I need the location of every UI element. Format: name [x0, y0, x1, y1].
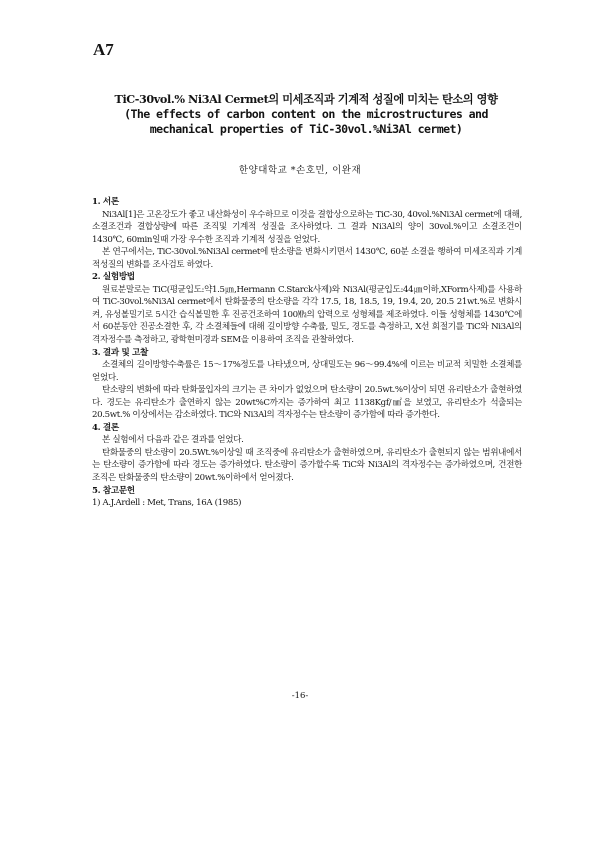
- paragraph: 소결체의 길이방향수축률은 15～17%정도를 나타냈으며, 상대밀도는 96～99.4%에 이르는 비교적 치밀한 소결체를 얻었다.: [92, 360, 522, 383]
- section-heading-results: 3. 결과 및 고찰: [92, 347, 148, 358]
- page-number: -16-: [291, 691, 309, 701]
- paragraph: Ni3Al[1]은 고온강도가 좋고 내산화성이 우수하므로 이것을 결합상으로하는 TiC-30, 40vol.%Ni3Al cermet에 대해, 소결조건과 결합상량에 따른 조직및 기계적 성질을 조사하였다. 그 결과 Ni3Al의 양이 30vol.%이고 소결조건이 1430℃, 60min일때 가장 우수한 조직과 기계적 성질을 얻었다.: [92, 209, 522, 245]
- authors: 한양대학교 *손호민, 이완재: [238, 165, 362, 176]
- paragraph: 탄화물중의 탄소량이 20.5Wt.%이상일 때 조직중에 유리탄소가 출현하였으며, 유리탄소가 출현되지 않는 범위내에서는 탄소량이 증가함에 따라 경도는 증가하였다. 탄소량이 증가할수록 TiC와 Ni3Al의 격자정수는 증가하였으며, 건전한 조직은 탄화물중의 탄소량이 20wt.%이하에서 얻어졌다.: [92, 447, 522, 484]
- title-korean: TiC-30vol.% Ni3Al Cermet의 미세조직과 기계적 성질에 미치는 탄소의 영향: [114, 92, 498, 106]
- section-heading-introduction: 1. 서론: [92, 197, 119, 207]
- paragraph: 원료분말로는 TiC(평균입도:약1.5㎛,Hermann C.Starck사제)와 Ni3Al(평균입도:44㎛이하,XForm사제)를 사용하여 TiC-30vol.%Ni3Al cermet에서 탄화물중의 탄소량을 각각 17.5, 18, 18.5, 19, 19.4, 20, 20.5 21wt.%로 변화시켜, 유성볼밀기로 5시간 습식볼밀한 후 진공건조하여 100㎫의 압력으로 성형체를 제조하였다. 이들 성형체를 1430℃에서 60분동안 진공소결한 후, 각 소결체들에 대해 길이방향 수축률, 밀도, 경도를 측정하고, X선 회절기를 TiC와 Ni3Al의 격자정수를 측정하고, 광학현미경과 SEM을 이용하여 조직을 관찰하였다.: [92, 284, 522, 346]
- section-heading-method: 2. 실험방법: [92, 272, 135, 283]
- section-heading-conclusion: 4. 결론: [92, 422, 119, 433]
- paragraph: 탄소량의 변화에 따라 탄화물입자의 크기는 큰 차이가 없었으며 탄소량이 20.5wt.%이상이 되면 유리탄소가 출현하였다. 경도는 유리탄소가 출연하지 않는 20wt%C까지는 증가하여 최고 1138Kgf/㎟을 보였고, 유리탄소가 석출되는 20.5wt.% 이상에서는 감소하였다. TiC와 Ni3Al의 격자정수는 탄소량이 증가함에 따라 증가한다.: [92, 385, 522, 421]
- body-text: [92, 196, 522, 510]
- paragraph: 본 실험에서 다음과 같은 결과를 얻었다.: [102, 435, 244, 446]
- title-block: [70, 92, 542, 137]
- page-tag: A7: [93, 40, 114, 59]
- section-heading-references: 5. 참고문헌: [92, 485, 135, 496]
- title-english-line2: mechanical properties of TiC-30vol.%Ni3Al cermet): [149, 122, 463, 136]
- title-english-line1: (The effects of carbon content on the microstructures and: [124, 107, 488, 121]
- paragraph: 본 연구에서는, TiC-30vol.%Ni3Al cermet에 탄소량을 변화시키면서 1430℃, 60분 소결을 행하여 미세조직과 기계적성질의 변화를 조사검토 하였다.: [92, 247, 522, 270]
- reference-item: 1) A.J.Ardell : Met, Trans, 16A (1985): [92, 498, 242, 509]
